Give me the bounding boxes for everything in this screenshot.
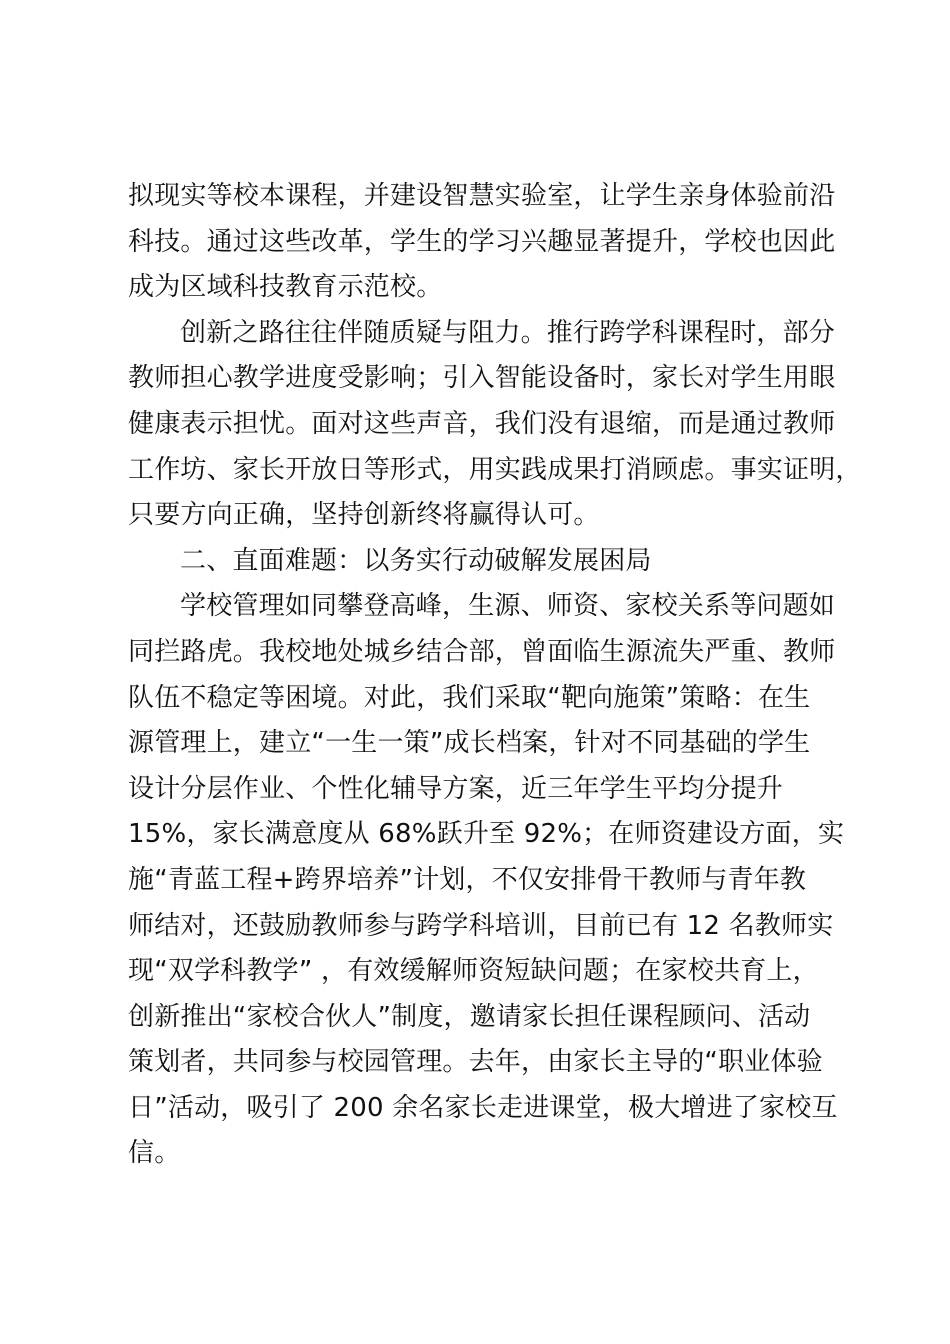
section-heading [128, 539, 850, 585]
text-line: 设计分层作业、个性化辅导方案，近三年学生平均分提升 [128, 773, 784, 804]
text-line: 教师担心教学进度受影响；引入智能设备时，家长对学生用眼 [128, 363, 836, 394]
text-line: 学校管理如同攀登高峰，生源、师资、家校关系等问题如 [180, 591, 836, 622]
text-line: 信。 [128, 1138, 181, 1169]
text-line: 现“双学科教学” ，有效缓解师资短缺问题；在家校共育上， [128, 956, 819, 987]
document-body [128, 174, 862, 1177]
text-line: 成为区域科技教育示范校。 [128, 272, 443, 303]
text-line: 科技。通过这些改革，学生的学习兴趣显著提升，学校也因此 [128, 226, 836, 257]
paragraph-innovation [128, 311, 862, 539]
text-line: 源管理上，建立“一生一策”成长档案，针对不同基础的学生 [128, 728, 811, 759]
paragraph-management [128, 584, 850, 1177]
text-line: 施“青蓝工程+跨界培养”计划，不仅安排骨干教师与青年教 [128, 864, 807, 895]
text-line: 只要方向正确，坚持创新终将赢得认可。 [128, 500, 600, 531]
text-line: 师结对，还鼓励教师参与跨学科培训，目前已有 12 名教师实 [128, 910, 834, 941]
text-line: 创新之路往往伴随质疑与阻力。推行跨学科课程时，部分 [180, 317, 836, 348]
text-line: 队伍不稳定等困境。对此，我们采取“靶向施策”策略：在生 [128, 682, 811, 713]
text-line: 创新推出“家校合伙人”制度，邀请家长担任课程顾问、活动 [128, 1001, 811, 1032]
text-line: 拟现实等校本课程，并建设智慧实验室，让学生亲身体验前沿 [128, 181, 836, 211]
text-line: 日”活动，吸引了 200 余名家长走进课堂，极大增进了家校互 [128, 1092, 838, 1123]
heading-text: 二、直面难题：以务实行动破解发展困局 [180, 545, 652, 576]
text-line: 工作坊、家长开放日等形式，用实践成果打消顾虑。事实证明， [128, 454, 862, 485]
paragraph-continuation [128, 174, 850, 311]
text-line: 15%，家长满意度从 68%跃升至 92%；在师资建设方面，实 [128, 819, 845, 850]
text-line: 策划者，共同参与校园管理。去年，由家长主导的“职业体验 [128, 1047, 823, 1078]
text-line: 同拦路虎。我校地处城乡结合部，曾面临生源流失严重、教师 [128, 636, 836, 667]
text-line: 健康表示担忧。面对这些声音，我们没有退缩，而是通过教师 [128, 408, 836, 439]
